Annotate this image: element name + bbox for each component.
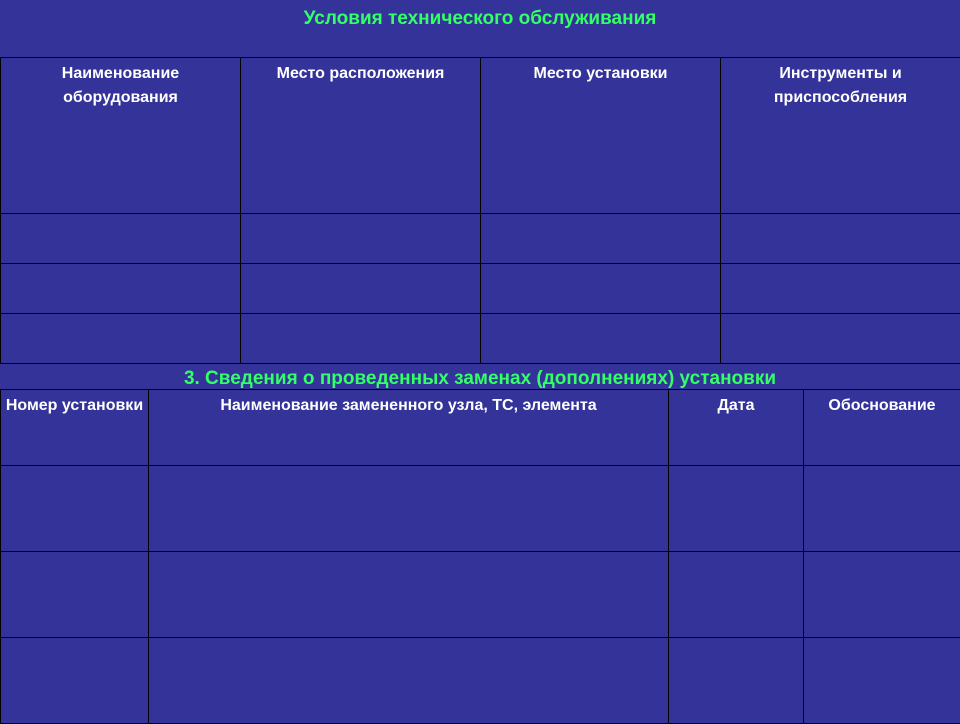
table-cell[interactable]	[149, 466, 669, 552]
header-justification: Обоснование	[804, 390, 960, 466]
table-cell[interactable]	[1, 552, 149, 638]
table-row	[1, 264, 960, 314]
table-cell[interactable]	[804, 638, 960, 724]
table-row	[1, 214, 960, 264]
table-cell[interactable]	[804, 466, 960, 552]
maintenance-conditions-table	[0, 57, 960, 364]
header-equipment-name: Наименование оборудования	[1, 58, 241, 214]
table-cell[interactable]	[804, 552, 960, 638]
table-cell[interactable]	[721, 264, 960, 314]
table-header-row	[1, 58, 960, 214]
header-location: Место расположения	[241, 58, 481, 214]
table-cell[interactable]	[481, 314, 721, 364]
table-row	[1, 638, 960, 724]
header-tools: Инструменты и приспособления	[721, 58, 960, 214]
table-header-row	[1, 390, 960, 466]
table-cell[interactable]	[721, 314, 960, 364]
table-cell[interactable]	[669, 466, 804, 552]
table-cell[interactable]	[481, 214, 721, 264]
table-cell[interactable]	[481, 264, 721, 314]
section1-title-text: Условия технического обслуживания	[304, 8, 657, 30]
replacements-table	[0, 389, 960, 724]
table-cell[interactable]	[149, 638, 669, 724]
section1-title	[0, 8, 960, 30]
table-cell[interactable]	[669, 638, 804, 724]
table-row	[1, 466, 960, 552]
section2-title: 3. Сведения о проведенных заменах (дополнениях) установки	[0, 368, 960, 390]
table-cell[interactable]	[1, 214, 241, 264]
table-cell[interactable]	[1, 466, 149, 552]
table-cell[interactable]	[241, 214, 481, 264]
table-cell[interactable]	[1, 638, 149, 724]
table-row	[1, 314, 960, 364]
table-cell[interactable]	[241, 264, 481, 314]
table-cell[interactable]	[721, 214, 960, 264]
table-cell[interactable]	[1, 264, 241, 314]
table-cell[interactable]	[669, 552, 804, 638]
header-date: Дата	[669, 390, 804, 466]
header-installation-place: Место установки	[481, 58, 721, 214]
table-row	[1, 552, 960, 638]
header-installation-number: Номер установки	[1, 390, 149, 466]
table-cell[interactable]	[149, 552, 669, 638]
table-cell[interactable]	[241, 314, 481, 364]
header-replaced-unit: Наименование замененного узла, ТС, элемента	[149, 390, 669, 466]
table-cell[interactable]	[1, 314, 241, 364]
